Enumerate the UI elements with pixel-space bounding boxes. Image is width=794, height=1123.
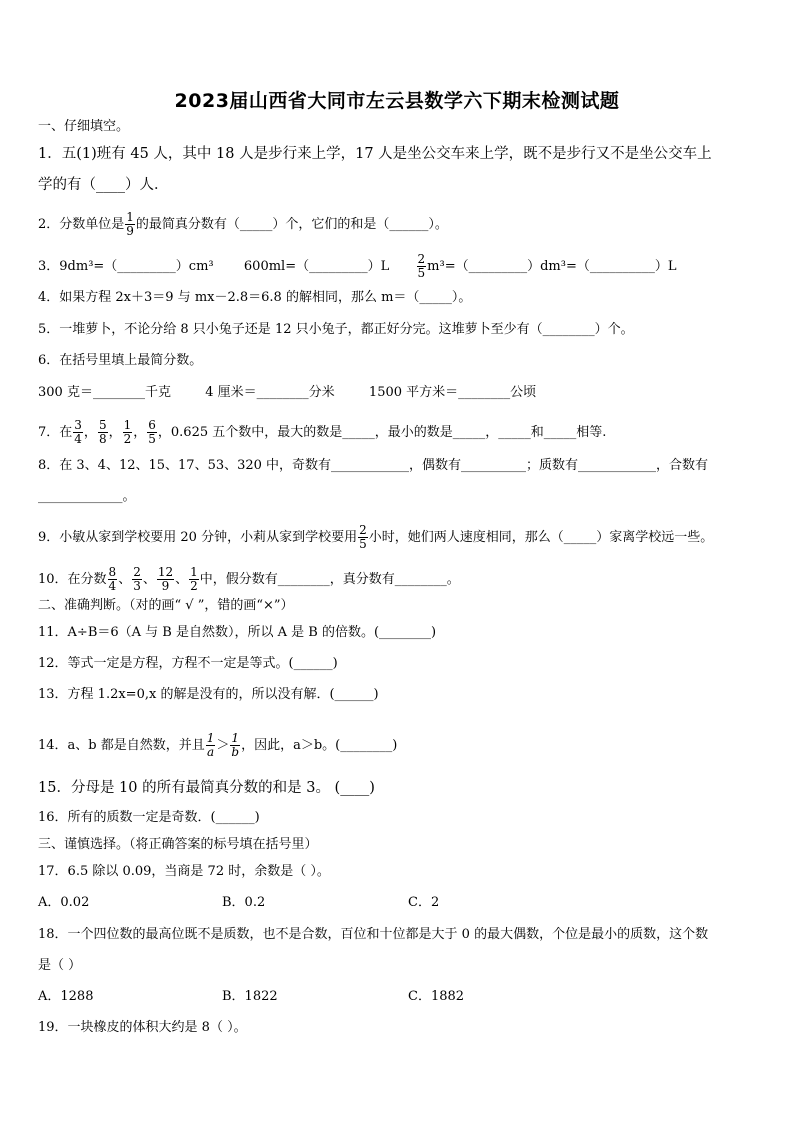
question-4: 4．如果方程 2x＋3＝9 与 mx－2.8＝6.8 的解相同，那么 m＝（_____）。	[38, 290, 472, 305]
fraction	[98, 419, 108, 446]
greater-than-sign: ＞	[216, 738, 230, 753]
question-17: 17．6.5 除以 0.09，当商是 72 时，余数是（ ）。	[38, 864, 330, 879]
numerator: 3	[74, 418, 82, 432]
denominator: 4	[74, 432, 82, 446]
question-18-option-c: C．1882	[408, 989, 465, 1004]
fraction	[358, 524, 368, 551]
question-3-part-c: m³=（_________）dm³=（__________）L	[427, 259, 677, 274]
fraction	[157, 566, 174, 593]
question-10-suffix: 中，假分数有________，真分数有________。	[199, 572, 460, 587]
numerator: 5	[98, 418, 107, 432]
page-title: 2023届山西省大同市左云县数学六下期末检测试题	[174, 90, 620, 112]
denominator: 5	[417, 266, 426, 280]
question-13: 13．方程 1.2x=0,x 的解是没有的，所以没有解．(______)	[38, 687, 379, 702]
fraction	[417, 253, 427, 280]
numerator: 1	[123, 418, 132, 432]
question-5: 5．一堆萝卜，不论分给 8 只小兔子还是 12 只小兔子，都正好分完。这堆萝卜至少有（________）个。	[38, 322, 634, 337]
denominator: 4	[108, 579, 117, 593]
question-10: 10．在分数 $\frac{8}{4}$ 、 $\frac{2}{3}$ 、 $\frac{12}{9}$ 、 $\frac{1}{2}$ 中，假分数有________，真分数有________。	[38, 565, 460, 593]
question-10-prefix: 10．在分数	[38, 572, 107, 587]
question-6-line-1: 6．在括号里填上最简分数。	[38, 353, 203, 368]
denominator: 2	[190, 579, 198, 593]
question-11: 11．A÷B＝6（A 与 B 是自然数），所以 A 是 B 的倍数。(________)	[38, 625, 437, 640]
question-2-prefix: 2．分数单位是	[38, 217, 125, 232]
fraction	[125, 211, 135, 238]
numerator: 1	[126, 210, 134, 224]
fraction	[123, 419, 133, 446]
numerator: 6	[148, 418, 156, 432]
fraction	[147, 419, 157, 446]
denominator: 3	[133, 579, 141, 593]
question-14-suffix: ，因此，a＞b。(________)	[241, 738, 398, 753]
fraction	[108, 566, 118, 593]
question-9-suffix: 小时，她们两人速度相同，那么（_____）家离学校远一些。	[368, 530, 714, 545]
fraction	[206, 732, 216, 759]
question-1-line-1: 1．五(1)班有 45 人，其中 18 人是步行来上学，17 人是坐公交车来上学，既不是步行又不是坐公交车上	[38, 146, 712, 162]
question-14	[38, 732, 397, 759]
numerator: 1	[206, 731, 215, 745]
fraction	[189, 566, 199, 593]
question-6-part-d: 1500 平方米＝________公顷	[368, 385, 537, 400]
question-17-option-b: B．0.2	[222, 895, 266, 910]
question-8-line-1: 8．在 3、4、12、15、17、53、320 中，奇数有____________，偶数有__________；质数有____________，合数有	[38, 458, 709, 473]
numerator: 12	[157, 565, 174, 579]
numerator: 1	[231, 731, 240, 745]
question-2	[38, 211, 448, 238]
denominator: 9	[161, 579, 170, 593]
numerator: 1	[190, 565, 198, 579]
question-7-suffix: ，0.625 五个数中，最大的数是_____，最小的数是_____，_____和_____相等.	[157, 425, 607, 440]
question-3-part-b: 600ml=（_________）L	[243, 259, 390, 274]
question-7-prefix: 7．在	[38, 425, 73, 440]
question-18-option-a: A．1288	[38, 989, 94, 1004]
section-3-heading: 三、谨慎选择。（将正确答案的标号填在括号里）	[38, 837, 318, 852]
denominator: 8	[98, 432, 107, 446]
numerator: 2	[133, 565, 141, 579]
denominator: 5	[359, 537, 367, 551]
question-6-part-c: 4 厘米＝________分米	[205, 385, 335, 400]
denominator: 5	[148, 432, 156, 446]
question-19: 19．一块橡皮的体积大约是 8（ ）。	[38, 1020, 247, 1035]
question-18-option-b: B．1822	[222, 989, 278, 1004]
question-7: 7．在 $\frac{3}{4}$ ， $\frac{5}{8}$ ， $\frac{1}{2}$ ， $\frac{6}{5}$ ，0.625 五个数中，最大的数是_____，最小的数是_____，_____和_____相等.	[38, 418, 607, 446]
question-2-suffix: 的最简真分数有（_____）个，它们的和是（______）。	[135, 217, 448, 232]
denominator: a	[206, 745, 215, 759]
question-16: 16．所有的质数一定是奇数．(______)	[38, 810, 260, 825]
numerator: 2	[417, 252, 426, 266]
question-17-option-a: A．0.02	[38, 895, 90, 910]
question-3	[38, 253, 676, 280]
question-6-part-b: 300 克＝________千克	[38, 385, 171, 400]
question-17-option-c: C．2	[408, 895, 440, 910]
question-9-prefix: 9．小敏从家到学校要用 20 分钟，小莉从家到学校要用	[38, 530, 358, 545]
denominator: b	[231, 745, 240, 759]
fraction	[132, 566, 142, 593]
question-18-line-1: 18．一个四位数的最高位既不是质数，也不是合数，百位和十位都是大于 0 的最大偶数，个位是最小的质数，这个数	[38, 927, 709, 942]
question-15: 15．分母是 10 的所有最简真分数的和是 3。 (____)	[38, 780, 375, 796]
denominator: 9	[126, 224, 134, 238]
question-3-part-a: 3．9dm³=（_________）cm³	[38, 259, 214, 274]
fraction	[73, 419, 83, 446]
question-12: 12．等式一定是方程，方程不一定是等式。(______)	[38, 656, 338, 671]
section-2-heading: 二、准确判断。（对的画“ √ ”，错的画“×”）	[38, 598, 294, 613]
section-1-heading: 一、仔细填空。	[38, 119, 130, 134]
fraction	[230, 732, 240, 759]
numerator: 2	[359, 523, 367, 537]
question-9	[38, 524, 713, 551]
question-14-prefix: 14．a、b 都是自然数，并且	[38, 738, 205, 753]
numerator: 8	[108, 565, 117, 579]
question-18-line-2: 是（ ）	[38, 958, 82, 973]
question-6-line-2	[38, 384, 536, 402]
question-1-line-2: 学的有（____）人．	[38, 177, 169, 193]
question-8-line-2: _____________。	[38, 489, 136, 504]
denominator: 2	[123, 432, 132, 446]
